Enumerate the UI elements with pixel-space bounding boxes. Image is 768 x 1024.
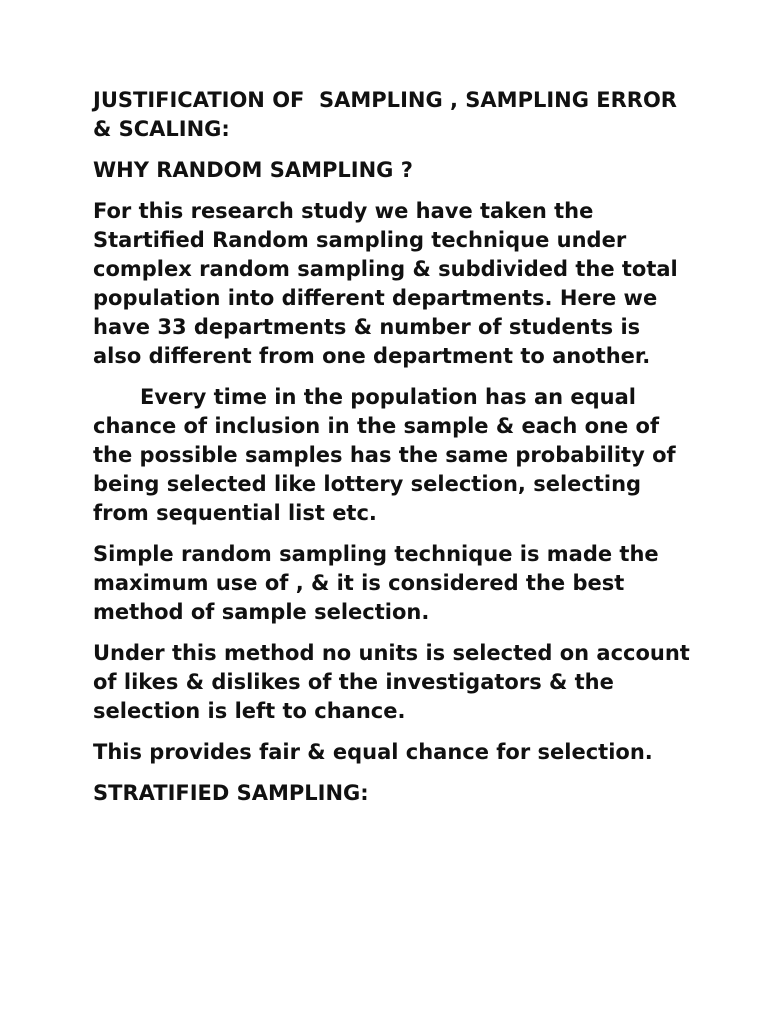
stratified-intro-paragraph: For this research study we have taken the Startified Random sampling technique under complex random sampling & subdivided the total population into different departments. Here we have 33 departments & number of students is also different from one department to another. [93, 199, 678, 368]
document-page [93, 86, 693, 820]
why-random-sampling-heading: WHY RANDOM SAMPLING ? [93, 158, 413, 182]
simple-random-paragraph: Simple random sampling technique is made the maximum use of , & it is considered the best method of sample selection. [93, 542, 659, 624]
main-heading: JUSTIFICATION OF SAMPLING , SAMPLING ERROR & SCALING: [93, 88, 685, 141]
fair-chance-paragraph: This provides fair & equal chance for selection. [93, 740, 653, 764]
stratified-sampling-heading: STRATIFIED SAMPLING: [93, 781, 369, 805]
no-bias-paragraph: Under this method no units is selected on account of likes & dislikes of the investigators & the selection is left to chance. [93, 641, 690, 723]
equal-chance-paragraph: Every time in the population has an equal chance of inclusion in the sample & each one of the possible samples has the same probability of being selected like lottery selection, selecting from sequential list etc. [93, 385, 676, 525]
